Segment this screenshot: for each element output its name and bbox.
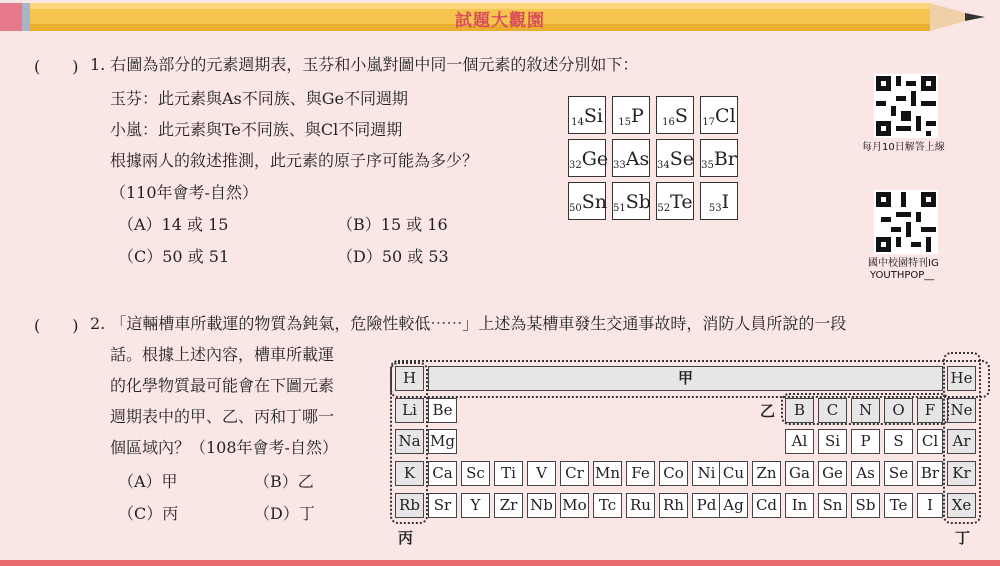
q1-answer-paren: ( ): [34, 57, 79, 76]
region-bing-outline: [390, 362, 428, 524]
pt-cell: Rh: [659, 493, 688, 518]
pt-cell-f: F: [917, 398, 943, 423]
qr-label-answers: 每月10日解答上線: [862, 142, 945, 153]
element-cell: $_{50}$Sn: [568, 182, 606, 220]
pt-cell-c: C: [818, 398, 847, 423]
pt-cell-cl: Cl: [917, 429, 943, 454]
region-yi-outline: [781, 393, 949, 425]
pt-cell-si: Si: [818, 429, 847, 454]
pt-cell: Ni: [692, 461, 721, 486]
q1-option-c: （C）50 或 51: [118, 247, 230, 266]
q2-option-b: （B）乙: [254, 472, 314, 491]
pt-cell: Zn: [752, 461, 781, 486]
pt-cell-h: H: [395, 366, 424, 391]
region-ding-outline: [943, 352, 981, 524]
q2-option-a: （A）甲: [118, 472, 178, 491]
pt-cell: Sr: [428, 493, 457, 518]
pt-cell-n: N: [851, 398, 880, 423]
pt-cell: Sb: [851, 493, 880, 518]
pt-cell: Y: [461, 493, 490, 518]
pt-cell-he: He: [947, 366, 976, 391]
pt-cell: Xe: [947, 493, 976, 518]
element-cell: $_{16}$S: [656, 96, 694, 134]
qr-pattern-icon: [876, 76, 936, 136]
q2-line1: 話。根據上述內容，槽車所載運: [110, 345, 335, 364]
q1-option-a: （A）14 或 15: [118, 215, 229, 234]
element-cell: $_{35}$Br: [700, 139, 738, 177]
pt-cell: Ca: [428, 461, 457, 486]
pt-cell: Tc: [593, 493, 622, 518]
element-cell: $_{51}$Sb: [612, 182, 650, 220]
pt-cell: Mo: [560, 493, 589, 518]
pt-cell-s: S: [884, 429, 913, 454]
element-cell: $_{17}$Cl: [700, 96, 738, 134]
pt-cell: I: [917, 493, 943, 518]
pt-cell-mg: Mg: [428, 429, 457, 454]
pt-cell: Co: [659, 461, 688, 486]
pt-cell-al: Al: [785, 429, 814, 454]
element-cell: $_{14}$Si: [568, 96, 606, 134]
q1-stem: 1. 右圖為部分的元素週期表，玉芬和小嵐對圖中同一個元素的敘述分別如下：: [90, 55, 639, 74]
pt-cell: Cr: [560, 461, 589, 486]
pt-cell: In: [785, 493, 814, 518]
q2-option-c: （C）丙: [118, 504, 179, 523]
q2-answer-paren: ( ): [34, 316, 79, 335]
q2-line2: 的化學物質最可能會在下圖元素: [110, 376, 335, 395]
pt-cell-ne: Ne: [947, 398, 976, 423]
pt-cell: Ag: [719, 493, 748, 518]
pt-cell-ar: Ar: [947, 429, 976, 454]
element-cell: $_{15}$P: [612, 96, 650, 134]
pt-cell: Se: [884, 461, 913, 486]
q2-stem: 2. 「這輛槽車所載運的物質為鈍氣，危險性較低⋯⋯」上述為某槽車發生交通事故時，消防人員所說的一段: [90, 314, 847, 333]
q2-line4: 個區域內？（108年會考-自然）: [110, 438, 338, 457]
pt-cell: Ge: [818, 461, 847, 486]
pt-cell: Cu: [719, 461, 748, 486]
pt-cell: Ti: [494, 461, 523, 486]
region-label-bing: 丙: [398, 529, 414, 547]
pt-cell-li: Li: [395, 398, 424, 423]
pt-cell: Cd: [752, 493, 781, 518]
q2-line3: 週期表中的甲、乙、丙和丁哪一: [110, 407, 335, 426]
region-label-jia: 甲: [677, 369, 693, 387]
region-label-ding: 丁: [955, 529, 971, 547]
pt-cell-p: P: [851, 429, 880, 454]
q1-source: （110年會考-自然）: [110, 183, 258, 202]
element-cell: $_{52}$Te: [656, 182, 694, 220]
qr-label-ig-line2: YOUTHPOP__: [870, 270, 935, 281]
q1-line2: 小嵐：此元素與Te不同族、與Cl不同週期: [110, 120, 403, 139]
element-cell: $_{32}$Ge: [568, 139, 606, 177]
pt-cell: Ga: [785, 461, 814, 486]
pt-cell: Br: [917, 461, 943, 486]
qr-code-answers[interactable]: [874, 74, 938, 138]
qr-pattern-icon: [876, 192, 936, 252]
pt-cell: Sn: [818, 493, 847, 518]
q1-option-d: （D）50 或 53: [337, 247, 449, 266]
q2-option-d: （D）丁: [254, 504, 315, 523]
pt-cell: Zr: [494, 493, 523, 518]
element-cell: $_{53}$I: [700, 182, 738, 220]
pt-cell: Rb: [395, 493, 424, 518]
pt-cell: Kr: [947, 461, 976, 486]
pt-cell: As: [851, 461, 880, 486]
qr-code-ig[interactable]: [874, 190, 938, 254]
q1-line1: 玉芬：此元素與As不同族、與Ge不同週期: [110, 89, 409, 108]
pt-cell: Sc: [461, 461, 490, 486]
pt-cell-o: O: [884, 398, 913, 423]
pt-cell: Mn: [593, 461, 622, 486]
pt-cell-na: Na: [395, 429, 424, 454]
region-label-yi: 乙: [760, 402, 776, 420]
element-cell: $_{33}$As: [612, 139, 650, 177]
pt-cell: Ru: [626, 493, 655, 518]
q1-line3: 根據兩人的敘述推測，此元素的原子序可能為多少？: [110, 151, 479, 170]
pt-cell: Fe: [626, 461, 655, 486]
pt-cell-be: Be: [428, 398, 457, 423]
page-title: 試題大觀園: [455, 11, 545, 31]
pt-cell: Nb: [527, 493, 556, 518]
bottom-accent-bar: [0, 560, 1000, 566]
pt-cell: K: [395, 461, 424, 486]
pt-cell-b: B: [785, 398, 814, 423]
pt-cell: Te: [884, 493, 913, 518]
qr-label-ig-line1: 國中校園特刊IG: [868, 258, 939, 269]
element-cell: $_{34}$Se: [656, 139, 694, 177]
pt-cell: Pd: [692, 493, 721, 518]
q1-option-b: （B）15 或 16: [337, 215, 448, 234]
pt-cell: V: [527, 461, 556, 486]
